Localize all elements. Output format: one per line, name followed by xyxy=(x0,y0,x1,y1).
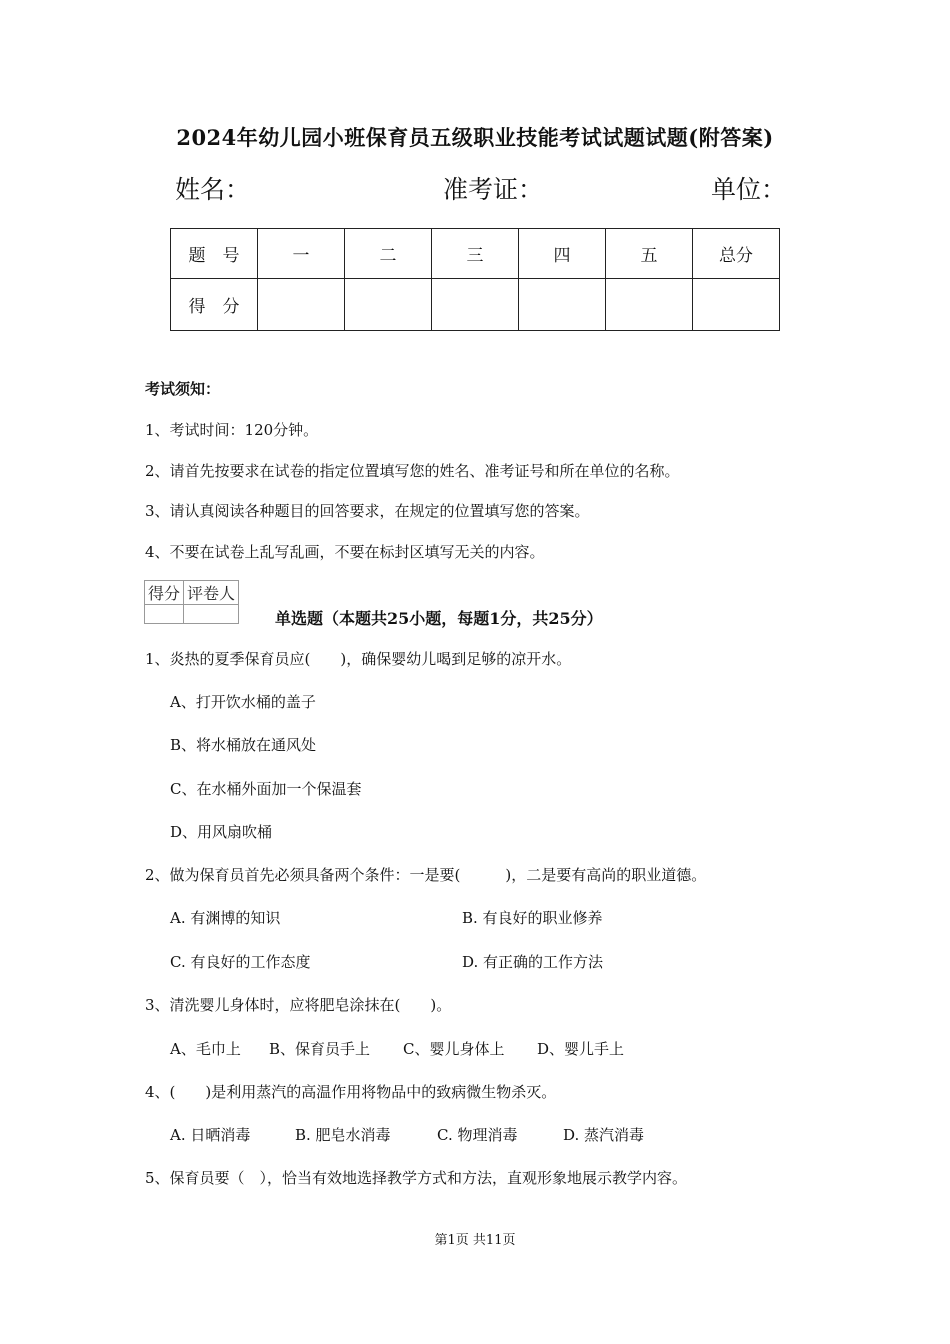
question-option: A、毛巾上 xyxy=(170,1040,241,1058)
score-table-score-label: 得 分 xyxy=(171,279,258,331)
score-table-score-row xyxy=(171,279,780,331)
question-stem: 3、清洗婴儿身体时，应将肥皂涂抹在( )。 xyxy=(145,996,452,1014)
question-option: A. 日晒消毒 xyxy=(170,1126,251,1144)
question-option: D、用风扇吹桶 xyxy=(170,823,273,841)
score-table-col-1: 一 xyxy=(258,229,345,279)
question-option: B. 有良好的职业修养 xyxy=(462,909,603,927)
score-table-header-row xyxy=(171,229,780,279)
score-table-col-4: 四 xyxy=(519,229,606,279)
score-table xyxy=(170,228,780,331)
question-option: C. 物理消毒 xyxy=(437,1126,518,1144)
score-cell-4[interactable] xyxy=(519,279,606,331)
question-option: D. 有正确的工作方法 xyxy=(462,953,604,971)
score-table-col-3: 三 xyxy=(432,229,519,279)
page-footer: 第1页 共11页 xyxy=(434,1233,516,1248)
score-table-col-total: 总分 xyxy=(693,229,780,279)
question-stem: 1、炎热的夏季保育员应( )，确保婴幼儿喝到足够的凉开水。 xyxy=(145,650,572,668)
score-table-header-label: 题 号 xyxy=(171,229,258,279)
score-cell-2[interactable] xyxy=(345,279,432,331)
grader-box-score-cell[interactable] xyxy=(145,605,184,624)
question-option: D、婴儿手上 xyxy=(537,1040,625,1058)
notice-heading: 考试须知： xyxy=(145,380,221,398)
notice-item: 2、请首先按要求在试卷的指定位置填写您的姓名、准考证号和所在单位的名称。 xyxy=(145,462,680,480)
question-option: A、打开饮水桶的盖子 xyxy=(170,693,316,711)
grader-box xyxy=(144,580,239,624)
question-option: B. 肥皂水消毒 xyxy=(295,1126,391,1144)
question-option: B、将水桶放在通风处 xyxy=(170,736,317,754)
question-option: C、在水桶外面加一个保温套 xyxy=(170,780,362,798)
notice-item: 4、不要在试卷上乱写乱画，不要在标封区填写无关的内容。 xyxy=(145,543,545,561)
score-table-col-2: 二 xyxy=(345,229,432,279)
document-title: 2024年幼儿园小班保育员五级职业技能考试试题试题(附答案) xyxy=(176,125,774,150)
notice-item: 3、请认真阅读各种题目的回答要求，在规定的位置填写您的答案。 xyxy=(145,502,590,520)
question-option: C、婴儿身体上 xyxy=(403,1040,505,1058)
score-cell-5[interactable] xyxy=(606,279,693,331)
exam-number-field-label: 准考证： xyxy=(443,175,544,204)
score-cell-1[interactable] xyxy=(258,279,345,331)
question-stem: 2、做为保育员首先必须具备两个条件：一是要( )，二是要有高尚的职业道德。 xyxy=(145,866,707,884)
question-stem: 4、( )是利用蒸汽的高温作用将物品中的致病微生物杀灭。 xyxy=(145,1083,557,1101)
unit-field-label: 单位： xyxy=(711,175,787,204)
notice-item: 1、考试时间：120分钟。 xyxy=(145,421,319,439)
score-cell-total[interactable] xyxy=(693,279,780,331)
question-option: B、保育员手上 xyxy=(269,1040,371,1058)
score-cell-3[interactable] xyxy=(432,279,519,331)
score-table-col-5: 五 xyxy=(606,229,693,279)
grader-box-score-label: 得分 xyxy=(145,581,184,605)
question-stem: 5、保育员要（ ），恰当有效地选择教学方式和方法，直观形象地展示教学内容。 xyxy=(145,1169,688,1187)
grader-box-grader-label: 评卷人 xyxy=(184,581,239,605)
grader-box-grader-cell[interactable] xyxy=(184,605,239,624)
question-option: D. 蒸汽消毒 xyxy=(563,1126,645,1144)
question-option: A. 有渊博的知识 xyxy=(170,909,281,927)
name-field-label: 姓名： xyxy=(175,175,251,204)
section-title: 单选题（本题共25小题，每题1分，共25分） xyxy=(275,609,603,628)
question-option: C. 有良好的工作态度 xyxy=(170,953,311,971)
